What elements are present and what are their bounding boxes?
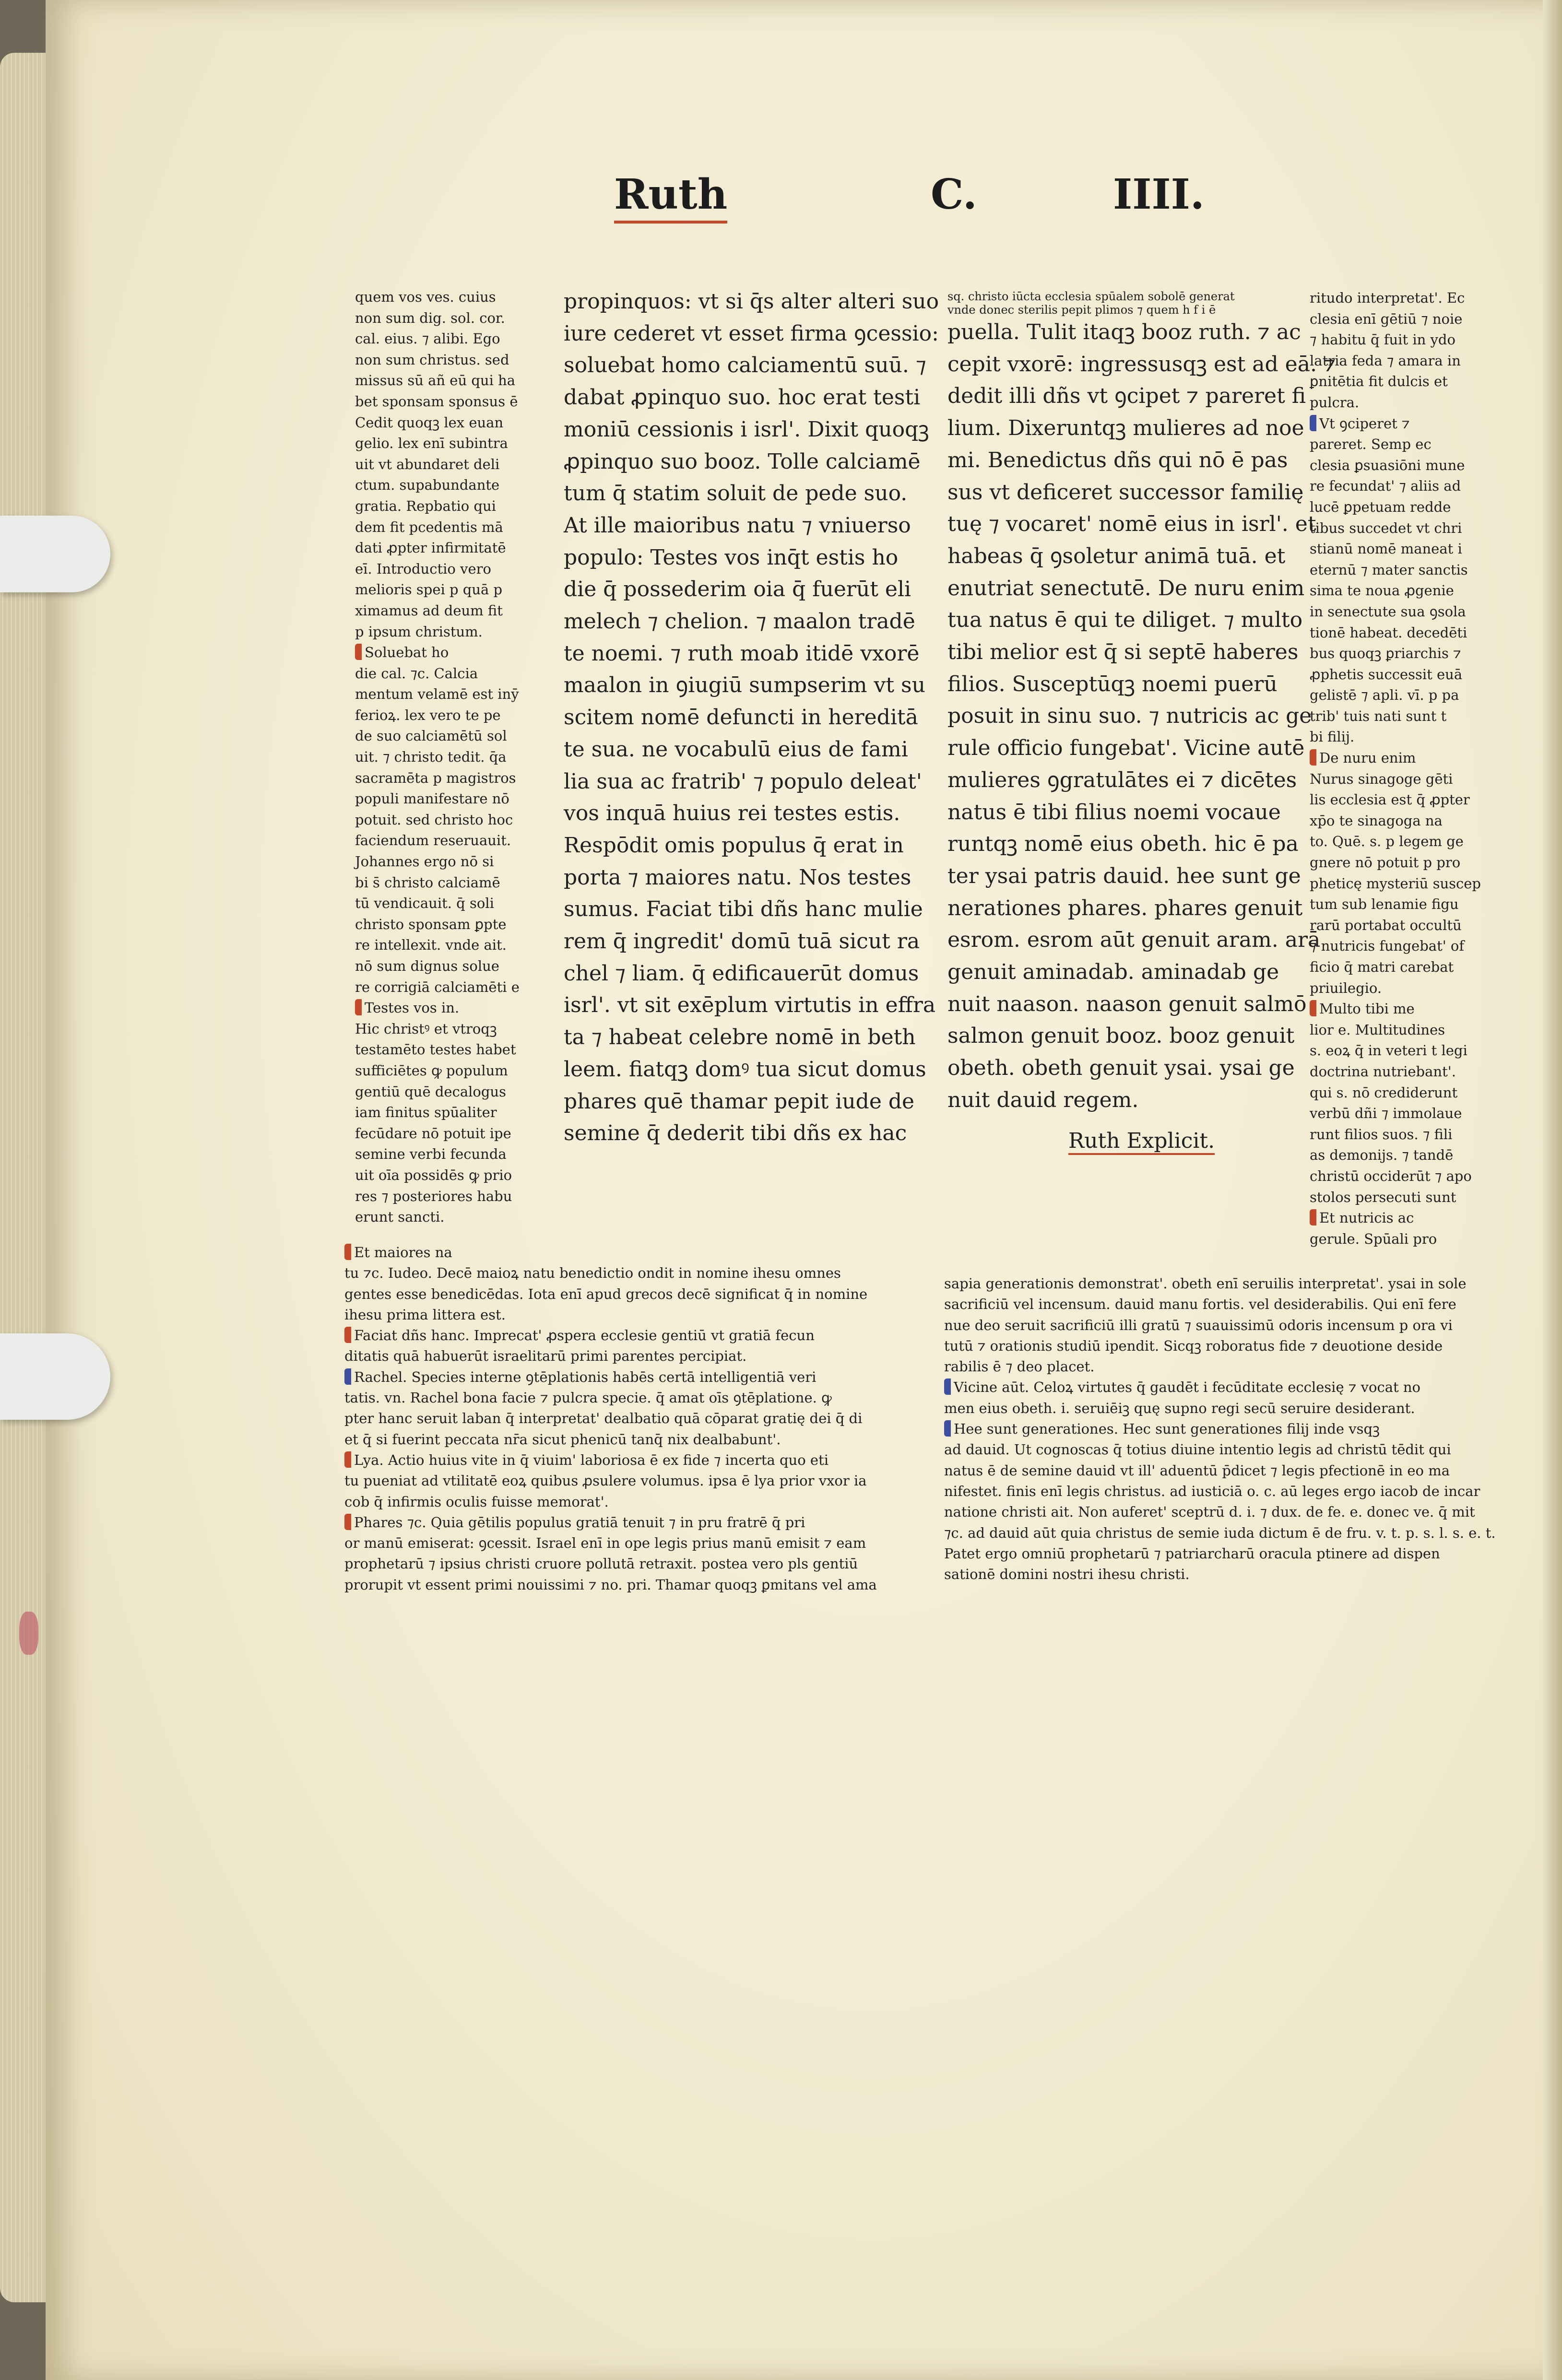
gloss-line: testamēto testes habet [355, 1041, 516, 1058]
gloss-line: sationē domini nostri ihesu christi. [944, 1566, 1190, 1583]
gloss-line: re corrigiā calciamēti e [355, 978, 520, 995]
paragraph-mark-icon [355, 999, 362, 1015]
gloss-line: tionē habeat. decedēti [1310, 624, 1467, 641]
gloss-line: trib' tuis nati sunt t [1310, 707, 1447, 724]
gloss-line: missus sū añ eū qui ha [355, 372, 516, 389]
paragraph-mark-icon [344, 1514, 351, 1530]
gloss-line: tu ⁊c. Iudeo. Decē maioꝝ natu benedictio ondit in nomine ihesu omnes [344, 1265, 841, 1282]
paragraph-mark-icon [344, 1368, 351, 1385]
gloss-line: prophetarū ⁊ ipsius christi cruore pollutā retraxit. postea vero pls gentiū [344, 1555, 858, 1572]
gloss-left [355, 287, 520, 1228]
gloss-line: semine verbi fecunda [355, 1146, 507, 1163]
gloss-line: stolos persecuti sunt [1310, 1189, 1456, 1205]
gloss-line: christo sponsam ꝑpte [355, 916, 507, 932]
gloss-line: gentes esse benedicēdas. Iota enī apud grecos decē significat q̄ in nomine [344, 1285, 868, 1302]
text-line: soluebat homo calciamentū suū. ⁊ [564, 353, 926, 378]
gloss-line: clesia ꝑsuasiōni mune [1310, 457, 1465, 473]
gloss-line: pareret. Semp ec [1310, 436, 1432, 453]
gloss-line: re fecundat' ⁊ aliis ad [1310, 478, 1461, 495]
gloss-line: lucē ꝑpetuam redde [1310, 498, 1451, 515]
gloss-line: potuit. sed christo hoc [355, 811, 513, 828]
text-line: iure cederet vt esset firma ꝯcessio: [564, 321, 939, 346]
gloss-line: sapia generationis demonstrat'. obeth enī seruilis interpretat'. ysai in sole [944, 1275, 1467, 1292]
gloss-line: s. eoꝝ q̄ in veteri t legi [1310, 1042, 1467, 1059]
paragraph-mark-icon [344, 1244, 351, 1260]
gloss-line: rarū portabat occultū [1310, 917, 1462, 933]
text-line: mulieres ꝯgratulātes ei ⁊ dicētes [947, 767, 1297, 792]
text-line: te noemi. ⁊ ruth moab itidē vxorē [564, 641, 920, 666]
gloss-line: tatis. vn. Rachel bona facie ⁊ pulcra specie. q̄ amat oīs ꝯtēplatione. ꝙ [344, 1390, 832, 1406]
text-line: lia sua ac fratrib' ⁊ populo deleat' [564, 769, 922, 794]
text-line: vos inquā huius rei testes estis. [564, 801, 900, 826]
text-line: tum q̄ statim soluit de pede suo. [564, 481, 908, 506]
paragraph-mark-icon [344, 1451, 351, 1468]
gloss-line: tutū ⁊ orationis studiū ipendit. Sicqꝫ roboratus fide ⁊ deuotione deside [944, 1337, 1443, 1354]
text-line: leem. fiatqꝫ domꝰ tua sicut domus [564, 1057, 926, 1082]
text-line: porta ⁊ maiores natu. Nos testes [564, 865, 911, 890]
gloss-line: priuilegio. [1310, 979, 1382, 996]
gloss-line: Cedit quoqꝫ lex euan [355, 414, 504, 431]
gloss-line: or manū emiserat: ꝯcessit. Israel enī in ope legis prius manū emisit ⁊ eam [344, 1535, 866, 1552]
gloss-line: nō sum dignus solue [355, 958, 499, 974]
text-line: Respōdit omis populus q̄ erat in [564, 833, 904, 858]
gloss-line: uit vt abundaret deli [355, 456, 500, 472]
text-line: die q̄ possederim oia q̄ fuerūt eli [564, 577, 911, 602]
gloss-line: qui s. nō crediderunt [1310, 1084, 1458, 1101]
text-line: sus vt deficeret successor familię [947, 480, 1304, 505]
gloss-line: to. Quē. s. p legem ge [1310, 833, 1464, 850]
gloss-line: as demonijs. ⁊ tandē [1310, 1147, 1454, 1164]
gloss-line: quem vos ves. cuius [355, 289, 496, 305]
text-line: sumus. Faciat tibi dñs hanc mulie [564, 897, 923, 922]
text-line: genuit aminadab. aminadab ge [947, 960, 1279, 985]
gloss-line: dem fit pcedentis mā [355, 518, 503, 535]
gloss-line: ctum. supabundante [355, 477, 500, 494]
gloss-line: pheticę mysteriū suscep [1310, 875, 1481, 892]
gloss-line: melioris spei p quā p [355, 581, 503, 598]
gloss-line: Hee sunt generationes. Hec sunt generationes filij inde vsqꝫ [944, 1419, 1496, 1439]
gloss-line: cob q̄ infirmis oculis fuisse memorat'. [344, 1493, 609, 1510]
gloss-line: Et nutricis ac [1310, 1208, 1481, 1229]
text-line: tua natus ē qui te diliget. ⁊ multo [947, 608, 1303, 633]
text-line: te sua. ne vocabulū eius de fami [564, 737, 908, 762]
gloss-line: lis ecclesia est q̄ ꝓpter [1310, 791, 1470, 808]
text-line: ter ysai patris dauid. hee sunt ge [947, 863, 1301, 888]
gloss-line: sacramēta p magistros [355, 769, 516, 786]
gloss-line: non sum dig. sol. cor. [355, 309, 505, 326]
gloss-line: et q̄ si fuerint peccata nr̄a sicut phenicū tanq̄ nix dealbabunt'. [344, 1431, 781, 1448]
gloss-line: populi manifestare nō [355, 790, 509, 807]
gloss-line: latria feda ⁊ amara in [1310, 352, 1461, 369]
text-line: rule officio fungebat'. Vicine autē [947, 736, 1305, 761]
gloss-line: p ipsum christum. [355, 623, 483, 640]
text-line: At ille maioribus natu ⁊ vniuerso [564, 513, 911, 538]
gloss-line: pulcra. [1310, 394, 1360, 411]
gloss-line: erunt sancti. [355, 1209, 445, 1225]
red-stain [19, 1612, 38, 1655]
gloss-line: uit oīa possidēs ꝙ prio [355, 1166, 512, 1183]
gloss-line: ⁊ habitu q̄ fuit in ydo [1310, 331, 1456, 348]
gloss-line: runt filios suos. ⁊ fili [1310, 1126, 1453, 1143]
running-title: Ruth [614, 170, 727, 224]
paragraph-mark-icon [944, 1379, 951, 1395]
gloss-line: Patet ergo omniū prophetarū ⁊ patriarcharū oracula ptinere ad dispen [944, 1545, 1440, 1562]
text-line: phares quē thamar pepit iude de [564, 1089, 915, 1114]
gloss-line: de suo calciamētū sol [355, 728, 507, 744]
gloss-line: Hic christꝰ et vtroqꝫ [355, 1020, 497, 1037]
gloss-line: ximamus ad deum fit [355, 602, 503, 619]
text-line: natus ē tibi filius noemi vocaue [947, 800, 1281, 825]
main-text-col2 [947, 290, 1336, 1157]
gloss-line: re intellexit. vnde ait. [355, 937, 507, 954]
text-line: nuit dauid regem. [947, 1087, 1139, 1112]
gloss-line: Rachel. Species interne ꝯtēplationis habēs certā intelligentiā veri [344, 1367, 877, 1388]
text-line: isrl'. vt sit exēplum virtutis in effra [564, 993, 936, 1018]
gloss-line: eternū ⁊ mater sanctis [1310, 561, 1468, 578]
gloss-line: xp̄o te sinagoga na [1310, 812, 1443, 829]
text-line: semine q̄ dederit tibi dñs ex hac [564, 1121, 907, 1146]
paragraph-mark-icon [344, 1327, 351, 1343]
gloss-line: gnere nō potuit p pro [1310, 854, 1461, 871]
gloss-bottom-left [344, 1242, 877, 1595]
text-line: runtqꝫ nomē eius obeth. hic ē pa [947, 832, 1299, 857]
text-line: chel ⁊ liam. q̄ edificauerūt domus [564, 961, 919, 986]
gloss-line: gentiū quē decalogus [355, 1083, 506, 1100]
gloss-line: faciendum reseruauit. [355, 832, 511, 849]
gloss-line: men eius obeth. i. seruiēiꝫ quę supno regi secū seruire desiderant. [944, 1400, 1415, 1416]
paragraph-mark-icon [1310, 1000, 1316, 1016]
gloss-line: ⁊ nutricis fungebat' of [1310, 938, 1465, 954]
text-line: ta ⁊ habeat celebre nomē in beth [564, 1025, 916, 1050]
gloss-line: tibus succedet vt chri [1310, 519, 1462, 536]
text-line: mi. Benedictus dñs qui nō ē pas [947, 448, 1288, 472]
paragraph-mark-icon [1310, 749, 1316, 766]
gloss-line: ihesu prima littera est. [344, 1306, 506, 1323]
gloss-line: Vt ꝯciperet ⁊ [1310, 413, 1481, 435]
gloss-line: gelistē ⁊ apli. vī. p pa [1310, 687, 1459, 704]
gloss-line: Testes vos in. [355, 998, 520, 1019]
text-line: propinquos: vt si q̄s alter alteri suo [564, 289, 939, 314]
text-line: nerationes phares. phares genuit [947, 895, 1303, 920]
text-line: maalon in ꝯiugiū sumpserim vt su [564, 673, 925, 698]
gloss-line: natione christi ait. Non auferet' sceptrū d. i. ⁊ dux. de fe. e. donec ve. q̄ mit [944, 1504, 1475, 1520]
text-line: nuit naason. naason genuit salmō [947, 991, 1307, 1016]
gloss-line: in senectute sua ꝯsola [1310, 603, 1466, 620]
text-line: tuę ⁊ vocaret' nomē eius in isrl'. et [947, 512, 1316, 537]
gloss-line: die cal. ⁊c. Calcia [355, 665, 478, 682]
gloss-line: tu pueniat ad vtilitatē eoꝝ quibus ꝓsulere volumus. ipsa ē lya prior vxor ia [344, 1473, 867, 1489]
gloss-line: Multo tibi me [1310, 999, 1481, 1020]
text-line: cepit vxorē: ingressusqꝫ est ad eā. ⁊ [947, 352, 1336, 377]
gloss-line: bi s̄ christo calciamē [355, 874, 500, 891]
text-line: habeas q̄ ꝯsoletur animā tuā. et [947, 543, 1286, 568]
gloss-line: fecūdare nō potuit ipe [355, 1125, 511, 1142]
gloss-line: stianū nomē maneat i [1310, 541, 1462, 557]
gloss-line: verbū dñi ⁊ immolaue [1310, 1105, 1462, 1122]
gloss-line: ad dauid. Ut cognoscas q̄ totius diuine intentio legis ad christū tēdit qui [944, 1441, 1451, 1458]
right-page-edge [1543, 0, 1562, 2380]
gloss-line: rabilis ē ⁊ deo placet. [944, 1358, 1095, 1375]
text-line: lium. Dixeruntqꝫ mulieres ad noe [947, 416, 1304, 441]
gloss-line: res ⁊ posteriores habu [355, 1188, 512, 1204]
gloss-line: pter hanc seruit laban q̄ interpretat' dealbatio quā cōparat gratię dei q̄ di [344, 1410, 863, 1427]
gloss-line: Johannes ergo nō si [355, 853, 494, 870]
gloss-line: uit. ⁊ christo tedit. q̄a [355, 749, 507, 766]
text-line: rem q̄ ingredit' domū tuā sicut ra [564, 929, 920, 954]
gloss-bottom-right [944, 1273, 1496, 1585]
gloss-line: sacrificiū vel incensum. dauid manu fortis. vel desiderabilis. Qui enī fere [944, 1296, 1456, 1313]
gloss-line: Soluebat ho [355, 642, 520, 663]
holding-finger-bottom [0, 1333, 110, 1420]
gloss-line: ⁊c. ad dauid aūt quia christus de semie iuda dictum ē de fru. v. t. p. s. l. s. e. t. [944, 1524, 1496, 1541]
gloss-line: gelio. lex enī subintra [355, 435, 508, 452]
gloss-line: gerule. Spūali pro [1310, 1230, 1437, 1247]
holding-finger-top [0, 516, 110, 592]
interlinear-gloss-line: vnde donec sterilis pepit plimos ⁊ quem h f i ē [947, 303, 1216, 317]
gloss-line: tū vendicauit. q̄ soli [355, 895, 494, 912]
gloss-line: ꝓphetis successit euā [1310, 666, 1463, 683]
gloss-line: Faciat dñs hanc. Imprecat' ꝓspera ecclesie gentiū vt gratiā fecun [344, 1325, 877, 1346]
gloss-line: lior e. Multitudines [1310, 1021, 1445, 1038]
text-line: tibi melior est q̄ si septē haberes [947, 640, 1299, 665]
interlinear-gloss-line: sq. christo iūcta ecclesia spūalem sobolē generat [947, 290, 1235, 303]
text-line: obeth. obeth genuit ysai. ysai ge [947, 1056, 1295, 1081]
gloss-line: ferioꝝ. lex vero te pe [355, 707, 501, 723]
gloss-line: mentum velamē est inȳ [355, 686, 519, 703]
text-line: enutriat senectutē. De nuru enim [947, 576, 1305, 601]
text-line: posuit in sinu suo. ⁊ nutricis ac ge [947, 704, 1312, 729]
paragraph-mark-icon [355, 644, 362, 660]
gloss-line: clesia enī gētiū ⁊ noie [1310, 310, 1463, 327]
text-line: scitem nomē defuncti in hereditā [564, 705, 918, 730]
text-line: dabat ꝓpinquo suo. hoc erat testi [564, 385, 921, 410]
gloss-line: doctrina nutriebant'. [1310, 1063, 1456, 1080]
gloss-right [1310, 288, 1481, 1249]
paragraph-mark-icon [1310, 415, 1316, 431]
chapter-number: IIII. [1113, 170, 1205, 219]
gloss-line: Phares ⁊c. Quia gētilis populus gratiā tenuit ⁊ in pru fratrē q̄ pri [344, 1512, 877, 1533]
gloss-line: Et maiores na [344, 1242, 877, 1263]
text-line: salmon genuit booz. booz genuit [947, 1024, 1295, 1049]
gloss-line: natus ē de semine dauid vt ill' aduentū p̄dicet ⁊ legis pfectionē in eo ma [944, 1462, 1450, 1479]
gloss-line: non sum christus. sed [355, 351, 509, 368]
gloss-line: eī. Introductio vero [355, 560, 491, 577]
paragraph-mark-icon [944, 1420, 951, 1437]
gloss-line: gratia. Repbatio qui [355, 497, 496, 514]
chapter-label: C. [931, 170, 977, 219]
gloss-line: Vicine aūt. Celoꝝ virtutes q̄ gaudēt i fecūditate ecclesię ⁊ vocat no [944, 1377, 1496, 1398]
text-line: esrom. esrom aūt genuit aram. arā [947, 928, 1321, 953]
gloss-line: bet sponsam sponsus ē [355, 393, 518, 410]
gloss-line: ritudo interpretat'. Ec [1310, 290, 1465, 306]
text-line: moniū cessionis i isrl'. Dixit quoqꝫ [564, 417, 929, 442]
text-line: filios. Susceptūqꝫ noemi puerū [947, 672, 1278, 696]
gloss-line: Lya. Actio huius vite in q̄ viuim' laboriosa ē ex fide ⁊ incerta quo eti [344, 1450, 877, 1471]
paragraph-mark-icon [1310, 1209, 1316, 1225]
text-line: ꝓpinquo suo booz. Tolle calciamē [564, 449, 921, 474]
gloss-line: dati ꝓpter infirmitatē [355, 540, 506, 556]
gloss-line: tum sub lenamie figu [1310, 896, 1459, 913]
gloss-line: bus quoqꝫ ꝑriarchis ⁊ [1310, 645, 1461, 662]
main-text-col1 [564, 286, 939, 1150]
gloss-line: christū occiderūt ⁊ apo [1310, 1167, 1472, 1184]
text-line: puella. Tulit itaqꝫ booz ruth. ⁊ ac [947, 320, 1301, 344]
gloss-line: bi filij. [1310, 729, 1355, 745]
gloss-line: sima te noua ꝓgenie [1310, 582, 1454, 599]
gloss-line: nue deo seruit sacrificiū illi gratū ⁊ suauissimū odoris incensum p ora vi [944, 1317, 1453, 1333]
gloss-line: cal. eius. ⁊ alibi. Ego [355, 330, 500, 347]
gloss-line: prorupit vt essent primi nouissimi ⁊ no. pri. Thamar quoqꝫ ꝑmitans vel ama [344, 1576, 877, 1593]
gloss-line: iam finitus spūaliter [355, 1104, 497, 1121]
gloss-line: sufficiētes ꝙ populum [355, 1062, 508, 1079]
gloss-line: nifestet. finis enī legis christus. ad iusticiā o. c. aū leges ergo iacob de incar [944, 1483, 1480, 1499]
running-header [0, 170, 1562, 228]
explicit: Ruth Explicit. [947, 1125, 1336, 1157]
gloss-line: ꝑnitētia fit dulcis et [1310, 373, 1448, 390]
gloss-line: ditatis quā habuerūt israelitarū primi parentes percipiat. [344, 1348, 747, 1365]
text-line: melech ⁊ chelion. ⁊ maalon tradē [564, 609, 915, 634]
text-line: populo: Testes vos inq̄t estis ho [564, 545, 899, 570]
gloss-line: ficio q̄ matri carebat [1310, 959, 1454, 975]
text-line: dedit illi dñs vt ꝯcipet ⁊ pareret fi [947, 384, 1306, 409]
gloss-line: Nurus sinagoge gēti [1310, 770, 1453, 787]
gloss-line: De nuru enim [1310, 748, 1481, 769]
